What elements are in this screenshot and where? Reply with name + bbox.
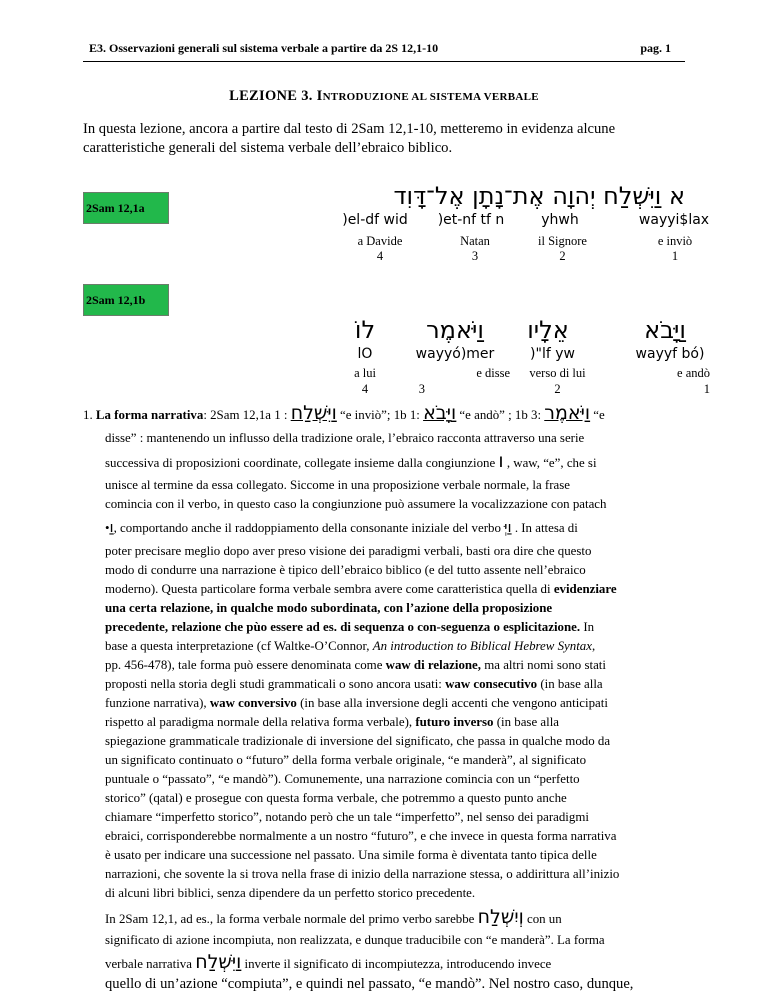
section1-line-28: [105, 953, 551, 974]
hebrew-inline-wa: וַ: [109, 518, 114, 536]
gloss-1a-4: a Davide: [357, 234, 403, 248]
text-span: “e inviò”; 1b 1:: [336, 408, 424, 422]
translit-1a-2: yhwh: [541, 212, 579, 228]
text-span: “e: [590, 408, 605, 422]
gloss-1b-4: a lui: [354, 366, 376, 380]
text-span: waw di relazione,: [385, 658, 481, 672]
text-span: moderno). Questa particolare forma verbale sembra avere come caratteristica quella di: [105, 582, 554, 596]
num-1b-4: 4: [361, 382, 369, 396]
num-1a-3: 3: [471, 249, 479, 263]
translit-1b-2: )"lf yw: [530, 346, 575, 362]
text-span: In 2Sam 12,1, ad es., la forma verbale normale del primo verbo sarebbe: [105, 912, 478, 926]
text-span: waw consecutivo: [445, 677, 538, 691]
gloss-1a-2: il Signore: [538, 234, 587, 248]
translit-1a-3: )et-nf tf n: [437, 212, 505, 228]
section1-number: 1.: [83, 408, 93, 422]
text-span: , comportando anche il raddoppiamento della consonante iniziale del verbo: [113, 521, 505, 535]
text-span: . In attesa di: [511, 521, 578, 535]
lesson-title-lezione: LEZIONE 3.: [229, 88, 317, 104]
intro-line-1: In questa lezione, ancora a partire dal testo di 2Sam 12,1-10, metteremo in evidenza alcune: [83, 121, 616, 137]
section1-line-14: [105, 675, 603, 694]
section1-line-15: [105, 694, 608, 713]
section1-line-7: poter precisare meglio dopo aver preso visione dei paradigmi verbali, basti ora dire che questo: [105, 544, 592, 558]
hebrew-inline-wayyavo: וַיָּבֹא: [423, 402, 457, 424]
gloss-1b-2: verso di lui: [529, 366, 586, 380]
section1-line-6: [105, 518, 578, 538]
section1-heading: La forma narrativa: [95, 408, 204, 422]
text-span: futuro inverso: [415, 715, 494, 729]
hebrew-inline-wayyishlah: וַיִּשְׁלַח: [290, 402, 337, 424]
text-span: waw conversivo: [209, 696, 297, 710]
hebrew-1b-3: וַיֹּאמֶר: [426, 316, 484, 344]
text-span: verbale narrativa: [105, 957, 196, 971]
text-span: An introduction to Biblical Hebrew Syntax: [372, 639, 592, 653]
section1-line-20: storico” (qatal) e prosegue con questa forma verbale, che potremmo a questo punto anche: [105, 791, 567, 805]
section1-line-26: [105, 908, 562, 929]
section1-line-22: ebraici, corrisponderebbe normalmente a un nostro “futuro”, e che invece in questa forma narrativa: [105, 829, 617, 843]
num-1a-4: 4: [376, 249, 384, 263]
header-title: E3. Osservazioni generali sul sistema verbale a partire da 2S 12,1-10: [89, 41, 439, 55]
text-span: funzione narrativa),: [105, 696, 210, 710]
hebrew-inline-waw: ו: [498, 450, 504, 472]
translit-1b-3: wayyó)mer: [415, 346, 495, 362]
section1-line-27: significato di azione incompiuta, non realizzata, e dunque traducibile con “e manderà”. La forma: [105, 933, 605, 947]
text-span: rispetto al paradigma normale della relativa forma verbale),: [105, 715, 416, 729]
hebrew-inline-wayy: וַיְּ: [504, 518, 512, 536]
section1-line-3: [105, 452, 597, 473]
num-1b-2: 2: [554, 382, 561, 396]
translit-1b-4: lO: [357, 346, 373, 362]
text-span: (in base alla inversione degli accenti che vengono anticipati: [296, 696, 608, 710]
num-1b-1: 1: [703, 382, 710, 396]
section1-line-10: una certa relazione, in qualche modo subordinata, con l’azione della proposizione: [105, 601, 553, 615]
gloss-1b-3: e disse: [476, 366, 510, 380]
section1-line-12: [105, 637, 595, 656]
verse-label-1b: 2Sam 12,1b: [83, 284, 169, 316]
page-header: [83, 39, 685, 62]
section1-line-8: modo di condurre una narrazione è tipico dell’ebraico biblico (e del tutto assente nell’ebraico: [105, 563, 586, 577]
translit-1b-1: wayyf bó): [635, 346, 705, 362]
translit-1a-1: wayyi$lax: [638, 212, 710, 228]
text-span: inverte il significato di incompiutezza, introducendo invece: [241, 957, 552, 971]
text-span: con un: [523, 912, 562, 926]
section1-line-11: [105, 618, 594, 637]
hebrew-1b-2: אֵלָיו: [527, 316, 569, 344]
section1-line-4: unisce al termine da essa collegato. Siccome in una proposizione verbale normale, la frase: [105, 478, 570, 492]
translit-1a-4: )el-df wid: [342, 212, 408, 228]
text-span: (in base alla: [493, 715, 559, 729]
hebrew-inline-wayyishlah-2: וַיִּשְׁלַח: [195, 951, 242, 973]
lesson-title-rest: NTRODUZIONE AL SISTEMA VERBALE: [322, 91, 539, 103]
text-span: , waw, “e”, che si: [503, 456, 597, 470]
section1-line-25: di alcuni libri biblici, senza dipendere da un perfetto storico precedente.: [105, 886, 476, 900]
text-span: In: [580, 620, 595, 634]
section1-line-5: comincia con il verbo, in questo caso la congiunzione può assumere la vocalizzazione con patach: [105, 497, 607, 511]
text-span: base a questa interpretazione (cf Waltke-O’Connor,: [105, 639, 373, 653]
text-span: evidenziare: [553, 582, 617, 596]
text-span: ,: [591, 639, 596, 653]
section1-line-9: [105, 580, 617, 599]
text-span: proposti nella storia degli studi grammaticali o sono ancora usati:: [105, 677, 446, 691]
gloss-1a-1: e inviò: [657, 234, 693, 248]
section1-line-24: narrazioni, che sovente la si trova nella frase di inizio della narrazione stessa, o addirittura all’inizio: [105, 867, 620, 881]
hebrew-1b-1: וַיָּבֹא: [644, 316, 686, 344]
section1-line-29: quello di un’azione “compiuta”, e quindi nel passato, “e mandò”. Nel nostro caso, dunque,: [105, 976, 634, 992]
section1-line-18: un significato continuato o “futuro” della forma verbale originale, “e manderà”, al significato: [105, 753, 587, 767]
section1-line-13: [105, 656, 606, 675]
num-1b-3: 3: [418, 382, 425, 396]
text-span: “e andò” ; 1b 3:: [456, 408, 545, 422]
section1-line-16: [105, 713, 559, 732]
hebrew-inline-weyishlah: וְיִשְׁלַח: [477, 906, 524, 928]
gloss-1a-3: Natan: [460, 234, 490, 248]
num-1a-2: 2: [559, 249, 566, 263]
text-span: pp. 456-478), tale forma può essere denominata come: [105, 658, 386, 672]
gloss-1b-1: e andò: [677, 366, 710, 380]
hebrew-1b-4: לוֹ: [354, 316, 376, 344]
section1-line-17: spiegazione grammaticale tradizionale di inversione del significato, che passa in qualche modo da: [105, 734, 611, 748]
verse-1a-hebrew: א וַיִּשְׁלַח יְהוָה אֶת־נָתָן אֶל־דָּוִד: [393, 182, 685, 210]
section1-line-23: è usato per indicare una successione nel passato. Una simile forma è diventata tanto tipica delle: [105, 848, 597, 862]
hebrew-inline-wayyomer: וַיֹּאמֶר: [544, 402, 591, 424]
num-1a-1: 1: [671, 249, 679, 263]
lesson-title: [0, 88, 768, 105]
text-span: precedente, relazione che pùo essere ad es. di sequenza o con-seguenza o esplicitazione.: [105, 620, 581, 634]
page-number: pag. 1: [640, 41, 671, 55]
text-span: : 2Sam 12,1a 1 :: [203, 408, 291, 422]
section1-line-1: [83, 404, 605, 425]
verse-label-1a: 2Sam 12,1a: [83, 192, 169, 224]
lesson-title-initial: I: [316, 88, 323, 104]
text-span: (in base alla: [537, 677, 603, 691]
intro-line-2: caratteristiche generali del sistema verbale dell’ebraico biblico.: [83, 140, 453, 156]
section1-line-21: chiamare “imperfetto storico”, notando però che un tale “imperfetto”, nel senso dei paradigmi: [105, 810, 589, 824]
section1-line-19: puntuale o “passato”, “e mandò”). Comunemente, una narrazione comincia con un “perfetto: [105, 772, 580, 786]
text-span: •: [105, 521, 110, 535]
text-span: successiva di proposizioni coordinate, collegate insieme dalla congiunzione: [105, 456, 499, 470]
text-span: ma altri nomi sono stati: [481, 658, 606, 672]
section1-line-2: disse” : mantenendo un influsso della tradizione orale, l’ebraico racconta attraverso una serie: [105, 431, 585, 445]
